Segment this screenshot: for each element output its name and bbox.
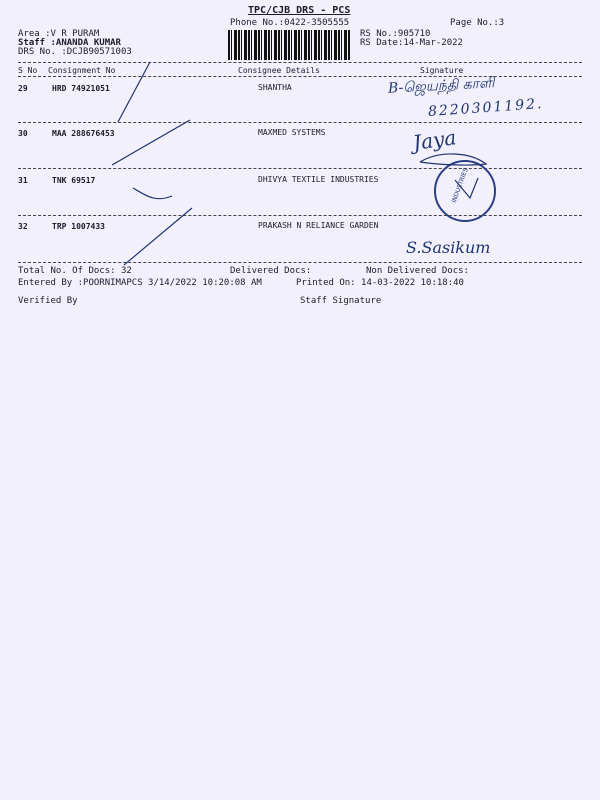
rs-date: RS Date:14-Mar-2022 — [360, 38, 463, 48]
pen-stroke — [124, 208, 192, 265]
signature-handwritten: B-ஜெயந்தி காளி — [387, 75, 495, 97]
col-consignment: Consignment No — [48, 66, 116, 75]
signature-handwritten: Jaya — [411, 125, 458, 155]
col-consignee: Consignee Details — [238, 66, 320, 75]
row-sno: 29 — [18, 84, 28, 93]
signature-phone: 8220301192. — [427, 95, 544, 121]
staff-label: Staff :ANANDA KUMAR — [18, 38, 121, 48]
row-sno: 31 — [18, 176, 28, 185]
printed-on: Printed On: 14-03-2022 10:18:40 — [296, 278, 464, 288]
drs-number: DRS No. :DCJB90571003 — [18, 47, 132, 57]
row-consignee: SHANTHA — [258, 83, 292, 92]
phone-number: Phone No.:0422-3505555 — [230, 18, 350, 28]
pen-stroke — [455, 178, 478, 198]
total-docs: Total No. Of Docs: 32 — [18, 266, 132, 276]
row-consignment: HRD 74921051 — [52, 84, 110, 93]
row-consignee: DHIVYA TEXTILE INDUSTRIES — [258, 175, 379, 184]
row-consignment: TRP 1007433 — [52, 222, 105, 231]
row-sno: 32 — [18, 222, 28, 231]
non-delivered-docs: Non Delivered Docs: — [366, 266, 469, 276]
page-number: Page No.:3 — [450, 18, 505, 28]
row-consignee: PRAKASH N RELIANCE GARDEN — [258, 221, 379, 230]
pen-stroke — [112, 120, 190, 165]
report-title: TPC/CJB DRS - PCS — [248, 5, 351, 16]
pen-stroke — [133, 188, 172, 199]
col-signature: Signature — [420, 66, 464, 75]
entered-by: Entered By :POORNIMAPCS 3/14/2022 10:20:08 AM — [18, 278, 262, 288]
pen-stroke — [118, 62, 150, 122]
rs-number: RS No.:905710 — [360, 29, 431, 39]
row-consignment: MAA 288676453 — [52, 129, 115, 138]
signature-handwritten: S.Sasikum — [406, 238, 491, 257]
row-consignment: TNK 69517 — [52, 176, 96, 185]
row-consignee: MAXMED SYSTEMS — [258, 128, 326, 137]
area-label: Area :V R PURAM — [18, 29, 100, 39]
stamp-text: INDUSTRIES — [450, 167, 470, 204]
staff-signature: Staff Signature — [300, 296, 382, 306]
row-sno: 30 — [18, 129, 28, 138]
delivered-docs: Delivered Docs: — [230, 266, 312, 276]
verified-by: Verified By — [18, 296, 78, 306]
col-sno: S No — [18, 66, 38, 75]
pen-stroke — [420, 154, 486, 165]
